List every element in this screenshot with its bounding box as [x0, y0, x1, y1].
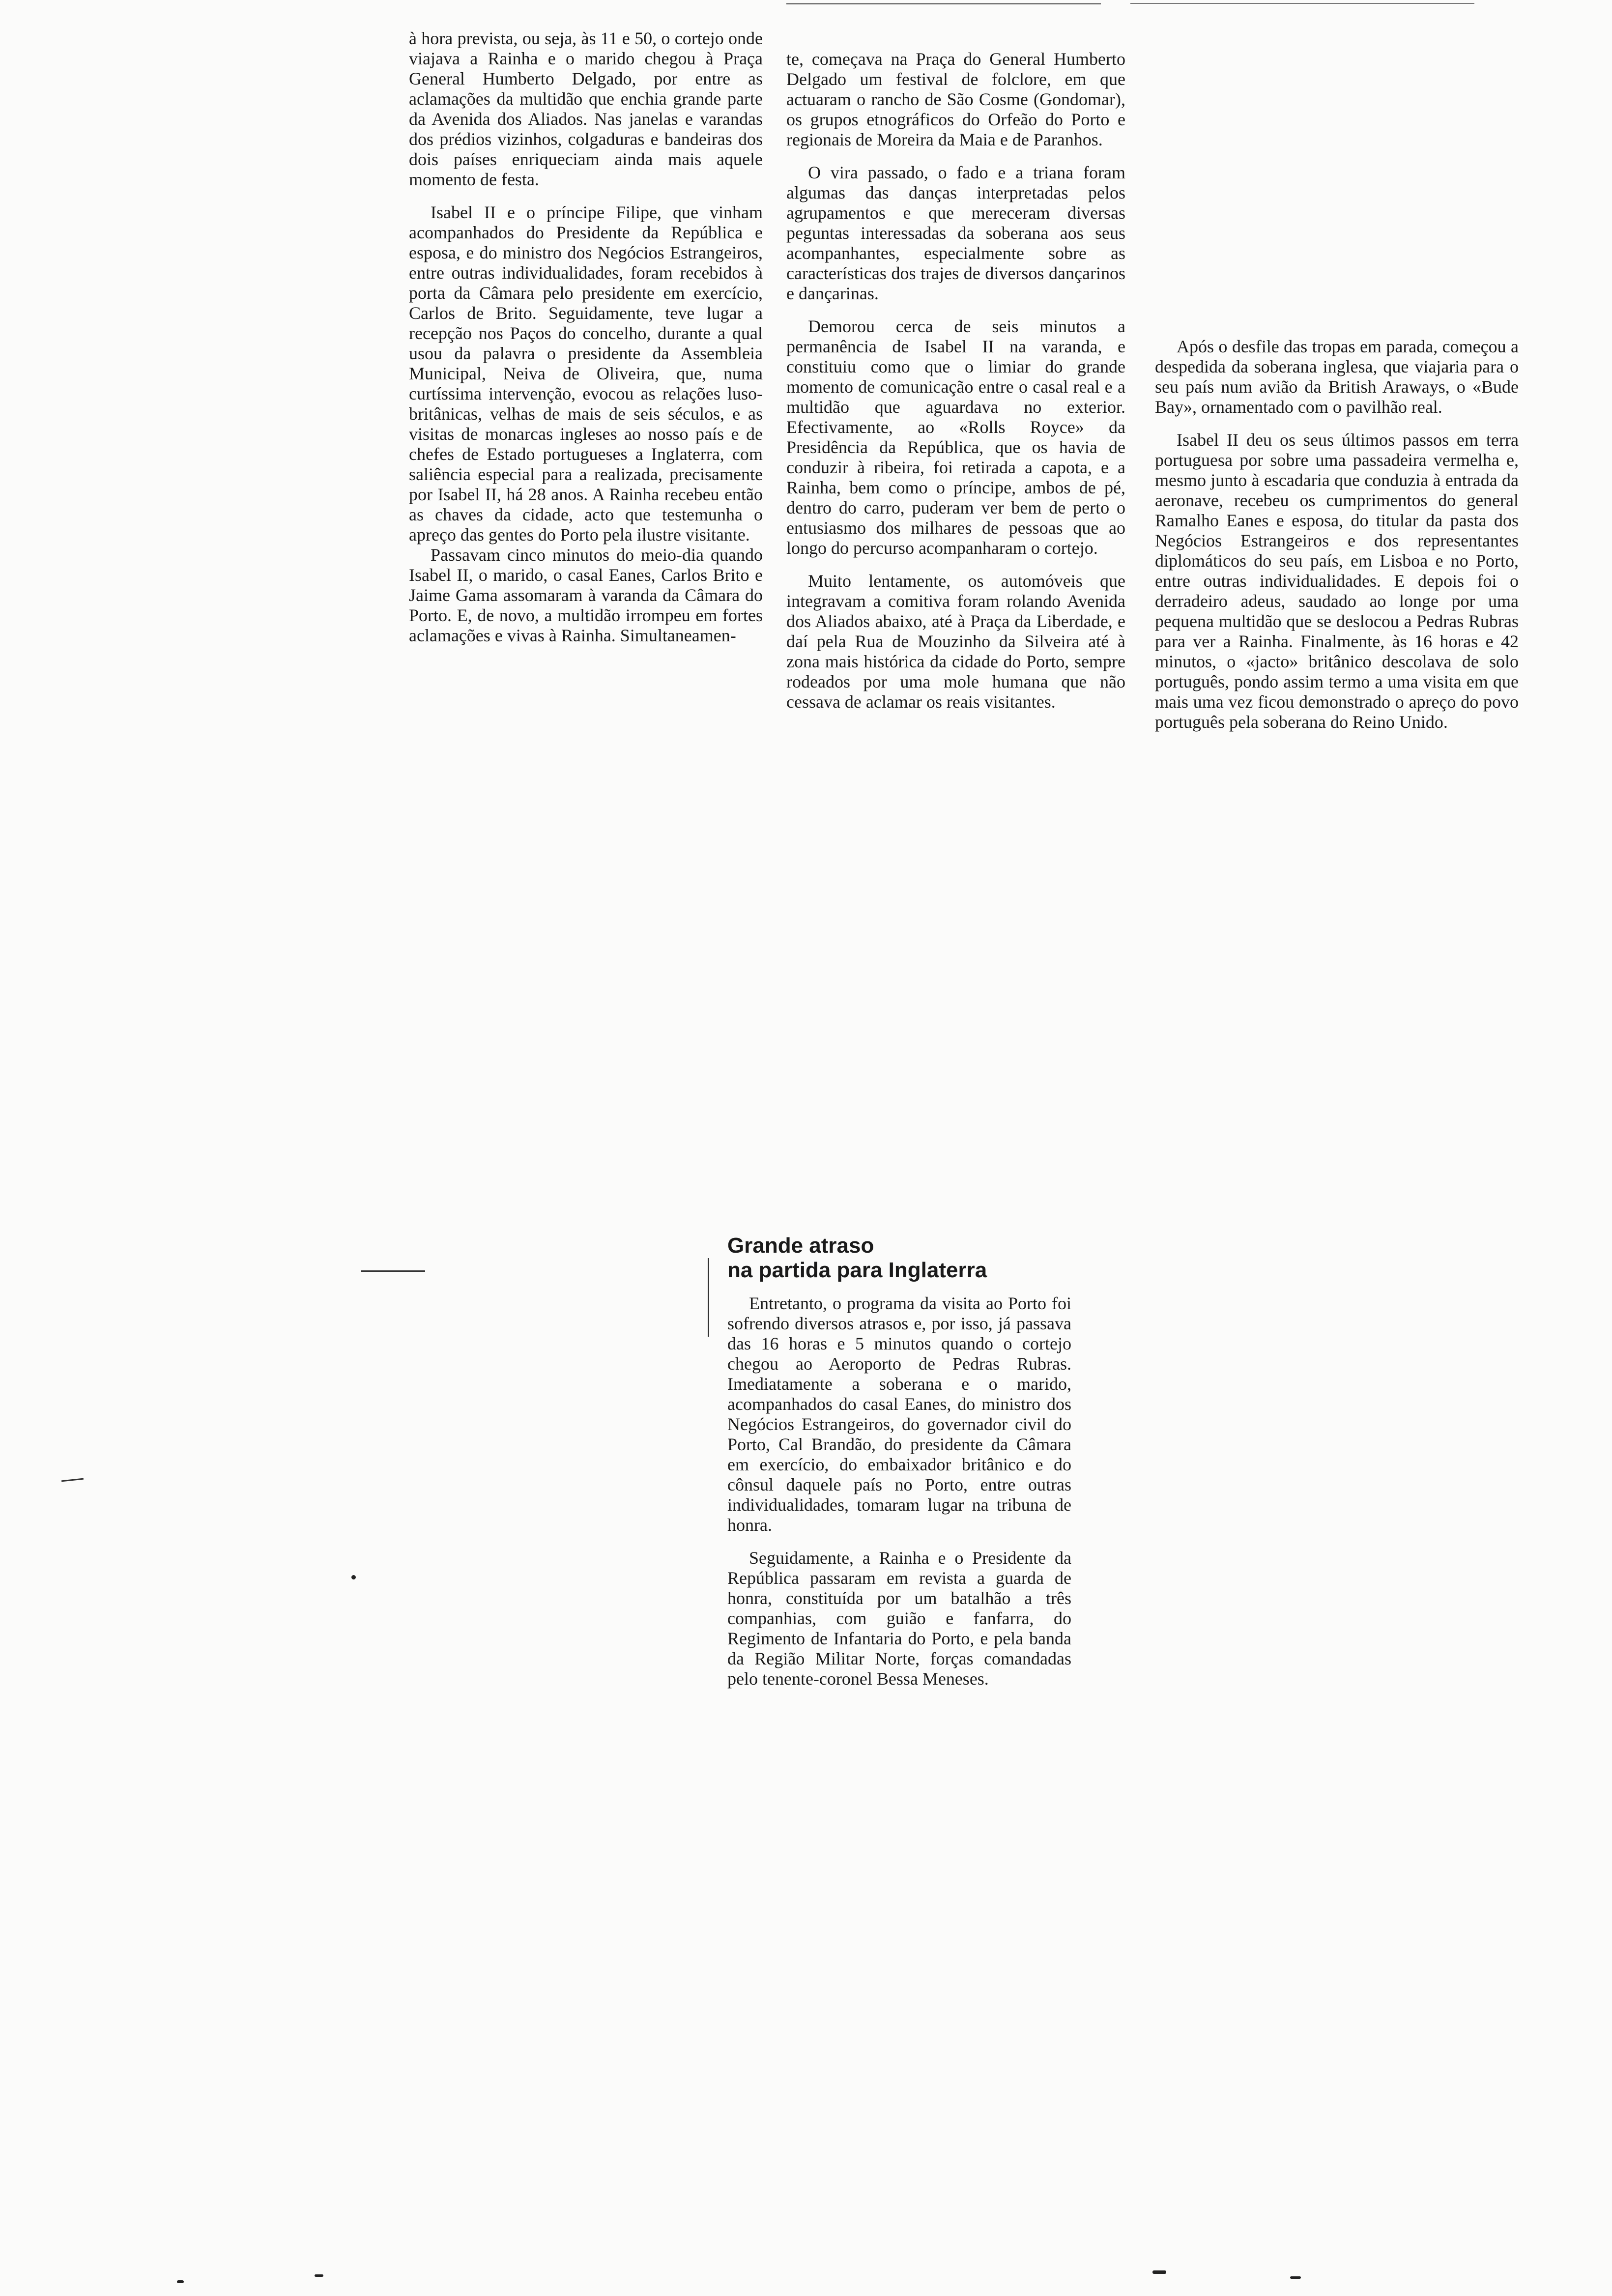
section-headline: Grande atraso na partida para Inglaterra — [727, 1234, 987, 1282]
paragraph: Demorou cerca de seis minutos a permanência de Isabel II na varanda, e constituiu como que o limiar do grande momento de comunicação entre o casal real e a multidão que aguardava no exterior. Efectivamente, ao «Rolls Royce» da Presidência da República, que os havia de conduzir à ribeira, foi retirada a capota, e a Rainha, bem como o príncipe, ambos de pé, dentro do carro, puderam ver bem de perto o entusiasmo dos milhares de pessoas que ao longo do percurso acompanharam o cortejo. — [786, 316, 1125, 558]
scan-speck — [177, 2280, 184, 2283]
scan-mark-dash — [361, 1270, 425, 1272]
paragraph: à hora prevista, ou seja, às 11 e 50, o cortejo onde viajava a Rainha e o marido chegou à Praça General Humberto Delgado, por entre as aclamações da multidão que enchia grande parte da Avenida dos Aliados. Nas janelas e varandas dos prédios vizinhos, colgaduras e bandeiras dos dois países enriqueciam ainda mais aquele momento de festa. — [409, 29, 763, 189]
scan-speck — [1290, 2276, 1301, 2279]
article-column-3 — [1155, 337, 1519, 732]
article-column-2 — [786, 49, 1125, 712]
top-rule-right — [1130, 3, 1474, 4]
paragraph: Muito lentamente, os automóveis que integravam a comitiva foram rolando Avenida dos Aliados abaixo, até à Praça da Liberdade, e daí pela Rua de Mouzinho da Silveira até à zona mais histórica da cidade do Porto, sempre rodeados por uma mole humana que não cessava de aclamar os reais visitantes. — [786, 571, 1125, 712]
paragraph: Isabel II deu os seus últimos passos em terra portuguesa por sobre uma passadeira vermelha e, mesmo junto à escadaria que conduzia à entrada da aeronave, recebeu os cumprimentos do general Ramalho Eanes e esposa, do titular da pasta dos Negócios Estrangeiros e dos representantes diplomáticos do seu país, em Lisboa e no Porto, entre outras individualidades. E depois foi o derradeiro adeus, saudado ao longe por uma pequena multidão que se deslocou a Pedras Rubras para ver a Rainha. Finalmente, às 16 horas e 42 minutos, o «jacto» britânico descolava de solo português, pondo assim termo a uma visita em que mais uma vez ficou demonstrado o apreço do povo português pela soberana do Reino Unido. — [1155, 430, 1519, 732]
paragraph: Seguidamente, a Rainha e o Presidente da República passaram em revista a guarda de honra, constituída por um batalhão a três companhias, com guião e fanfarra, do Regimento de Infantaria do Porto, e pela banda da Região Militar Norte, forças comandadas pelo tenente-coronel Bessa Meneses. — [727, 1548, 1071, 1689]
scan-speck — [315, 2274, 323, 2277]
paragraph: Passavam cinco minutos do meio-dia quando Isabel II, o marido, o casal Eanes, Carlos Brito e Jaime Gama assomaram à varanda da Câmara do Porto. E, de novo, a multidão irrompeu em fortes aclamações e vivas à Rainha. Simultaneamen- — [409, 545, 763, 645]
paragraph: Entretanto, o programa da visita ao Porto foi sofrendo diversos atrasos e, por isso, já passava das 16 horas e 5 minutos quando o cortejo chegou ao Aeroporto de Pedras Rubras. Imediatamente a soberana e o marido, acompanhados do casal Eanes, do ministro dos Negócios Estrangeiros, do governador civil do Porto, Cal Brandão, do presidente da Câmara em exercício, do embaixador britânico e do cônsul daquele país no Porto, entre outras individualidades, tomaram lugar na tribuna de honra. — [727, 1293, 1071, 1535]
paragraph: Após o desfile das tropas em parada, começou a despedida da soberana inglesa, que viajaria para o seu país num avião da British Araways, o «Bude Bay», ornamentado com o pavilhão real. — [1155, 337, 1519, 417]
paragraph: O vira passado, o fado e a triana foram algumas das danças interpretadas pelos agrupamentos e que mereceram diversas peguntas interessadas da soberana aos seus acompanhantes, especialmente sobre as características dos trajes de diversos dançarinos e dançarinas. — [786, 163, 1125, 303]
paragraph: Isabel II e o príncipe Filipe, que vinham acompanhados do Presidente da República e esposa, e do ministro dos Negócios Estrangeiros, entre outras individualidades, foram recebidos à porta da Câmara pelo presidente em exercício, Carlos de Brito. Seguidamente, teve lugar a recepção nos Paços do concelho, durante a qual usou da palavra o presidente da Assembleia Municipal, Neiva de Oliveira, que, numa curtíssima intervenção, evocou as relações luso-britânicas, velhas de mais de seis séculos, e as visitas de monarcas ingleses ao nosso país e de chefes de Estado portugueses a Inglaterra, com saliência especial para a realizada, precisamente por Isabel II, há 28 anos. A Rainha recebeu então as chaves da cidade, acto que testemunha o apreço das gentes do Porto pela ilustre visitante. — [409, 202, 763, 545]
scan-mark-left — [61, 1478, 84, 1482]
scan-speck — [351, 1575, 356, 1579]
subsection — [727, 1234, 1071, 1689]
paragraph: te, começava na Praça do General Humberto Delgado um festival de folclore, em que actuaram o rancho de São Cosme (Gondomar), os grupos etnográficos do Orfeão do Porto e regionais de Moreira da Maia e de Paranhos. — [786, 49, 1125, 149]
scan-mark-bar — [708, 1258, 709, 1337]
scan-speck — [1152, 2270, 1166, 2274]
top-rule-left — [786, 3, 1101, 4]
article-column-1 — [409, 29, 763, 646]
